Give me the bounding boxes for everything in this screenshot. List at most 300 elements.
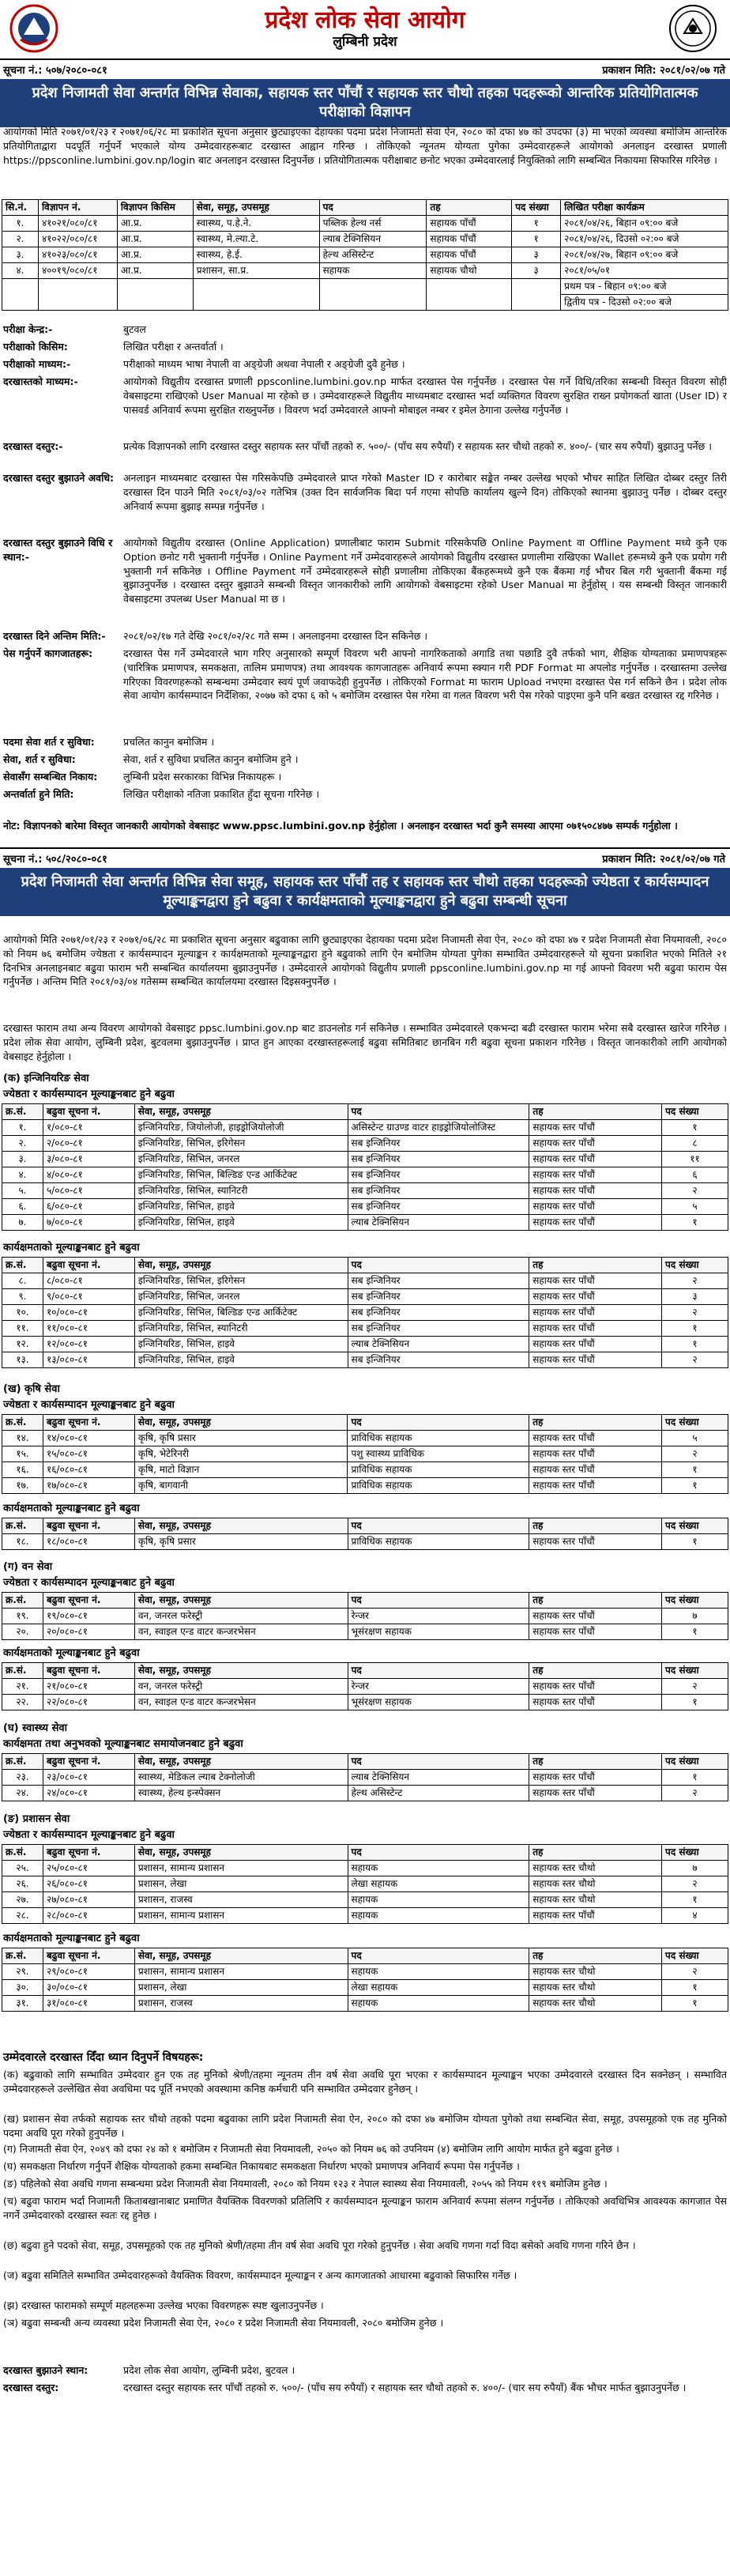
- notice2-intro: आयोगको मिति २०७१/०१/२३ र २०७१/०६/२८ मा प्रकाशित सूचना अनुसार बढुवाका लागि छुट्याइएका देहायका पदमा प्रदेश निजामती सेवा ऐन, २०८० को दफा ४७ र प्रदेश निजामती सेवा नियमावली, २०८० को नियम ७६ बमोजिम ज्येष्ठता र कार्यसम्पादन मूल्याङ्कन र कार्यक्षमताको मूल्याङ्कनद्वारा हुने बढुवाको लागि ऐन बमोजिम योग्यता पुगेका सम्भावित उम्मेदवारहरूले यो सूचना प्रकाशित भएको मितिले २१ दिनभित्र अनलाइनबाट बढुवा फाराम भरी सम्बन्धित कार्यालयमा बुझाउनुपर्नेछ । उम्मेदवारले आयोगको विद्युतीय प्रणाली ppsconline.lumbini.gov.np मा गई आफ्नो विवरण भरी बढुवा फाराम पेस गर्नुपर्नेछ । अन्तिम मिति २०८१/०३/०४ गतेसम्म सम्बन्धित कार्यालयमा दरखास्त दिइसक्नुपर्नेछ ।: [3, 933, 727, 988]
- column-header: सेवा, समूह, उपसमूह: [134, 1754, 348, 1770]
- table-cell: [193, 279, 319, 295]
- table-cell: सहायक स्तर पाँचौं: [529, 1695, 662, 1710]
- notice2-ref: सूचना नं.: ५०८/२०८०-०८१: [3, 854, 107, 866]
- promotion-type-title: ज्येष्ठता र कार्यसम्पादन मूल्याङ्कनबाट हुने बढुवा: [3, 1399, 175, 1411]
- table-row: [2, 1609, 728, 1624]
- table-row: [2, 1478, 728, 1494]
- table-cell: वन, जनरल फरेस्ट्री: [134, 1679, 348, 1695]
- table-cell: १: [662, 1996, 728, 2012]
- table-cell: २.: [2, 1136, 43, 1152]
- column-header: तह: [529, 1663, 662, 1679]
- column-header: सेवा, समूह, उपसमूह: [134, 1518, 348, 1534]
- table-cell: सब इन्जिनियर: [348, 1199, 529, 1215]
- table-cell: १६/०८०-८१: [43, 1462, 134, 1478]
- table-cell: सहायक स्तर पाँचौं: [529, 1431, 662, 1446]
- col-post: पद: [319, 200, 427, 216]
- table-cell: इन्जिनियरिङ, सिभिल, स्यानिटरी: [134, 1183, 348, 1199]
- promotion-table: [2, 1257, 728, 1368]
- table-cell: सहायक स्तर पाँचौं: [529, 1609, 662, 1624]
- table-row: [2, 1136, 728, 1152]
- table-cell: इन्जिनियरिङ, सिभिल, स्यानिटरी: [134, 1321, 348, 1337]
- column-header: तह: [529, 1104, 662, 1120]
- table-cell: १७.: [2, 1478, 43, 1494]
- table-cell: सहायक स्तर पाँचौं: [529, 1352, 662, 1368]
- table-cell: प्रशासन, सामान्य प्रशासन: [134, 1964, 348, 1980]
- table-cell: सहायक: [348, 1892, 529, 1908]
- info-value: सेवा, शर्त र सुविधा प्रचलित कानुन बमोजिम हुने ।: [123, 753, 299, 765]
- column-header: पद संख्या: [662, 1845, 728, 1861]
- table-cell: ६/०८०-८१: [43, 1199, 134, 1215]
- table-cell: इन्जिनियरिङ, सिभिल, इरिगेसन: [134, 1273, 348, 1289]
- table-row: [2, 1980, 728, 1996]
- table-cell: इन्जिनियरिङ, सिभिल, हाइवे: [134, 1352, 348, 1368]
- info-value: लुम्बिनी प्रदेश सरकारका विभिन्न निकायहरू ।: [123, 771, 282, 783]
- table-cell: १: [662, 1462, 728, 1478]
- info-key: सेवासँग सम्बन्धित निकाय:: [3, 771, 98, 783]
- table-row: [2, 1624, 728, 1640]
- promotion-type-title: ज्येष्ठता र कार्यसम्पादन मूल्याङ्कनबाट हुने बढुवा: [3, 1577, 175, 1589]
- promotion-table: [2, 1844, 728, 1924]
- table-cell: सहायक: [319, 263, 427, 279]
- table-cell: ८.: [2, 1273, 43, 1289]
- instruction-note: (ज) बढुवा समितिले सम्भावित उम्मेदवारहरूको वैयक्तिक विवरण, कार्यसम्पादन मूल्याङ्कन र अन्य कागजातको आधारमा बढुवाको सिफारिस गर्नेछ ।: [3, 2269, 517, 2281]
- info-key: परीक्षाको माध्यम:-: [3, 358, 71, 370]
- column-header: बढुवा सूचना नं.: [43, 1415, 134, 1431]
- column-header: पद संख्या: [662, 1104, 728, 1120]
- table-cell: द्वितीय पत्र - दिउसो ०२:०० बजे: [561, 295, 728, 311]
- notice1-intro: आयोगको मिति २०७१/०१/२३ र २०७१/०६/२८ मा प्रकाशित सूचना अनुसार छुट्याइएका देहायका पदमा प्रदेश निजामती सेवा ऐन, २०८० को दफा ४७ को उपदफा (३) मा भएको व्यवस्था बमोजिम आन्तरिक प्रतियोगिताद्वारा पदपूर्ति गर्नुपर्ने भएकाले योग्य उम्मेदवारहरूबाट दरखास्त आह्वान गरिन्छ । तोकिएको न्यूनतम योग्यता पुगेका उम्मेदवारहरूले आयोगको अनलाइन दरखास्त प्रणाली https://ppsconline.lumbini.gov.np/login बाट अनलाइन दरखास्त दिनुपर्नेछ । प्रतियोगितात्मक परीक्षाबाट छनोट भएका उम्मेदवारलाई नियुक्तिको लागि सम्बन्धित निकायमा सिफारिस गरिनेछ ।: [3, 126, 727, 166]
- promotion-type-title: कार्यक्षमताको मूल्याङ्कनबाट हुने बढुवा: [3, 1933, 140, 1944]
- table-row: [2, 1321, 728, 1337]
- notice1-ref: सूचना नं.: ५०७/२०८०-०८१: [3, 65, 107, 77]
- table-cell: २: [662, 1352, 728, 1368]
- column-header: क्र.सं.: [2, 1663, 43, 1679]
- table-cell: ३०/०८०-८१: [43, 1980, 134, 1996]
- info-key: दरखास्तको माध्यम:-: [3, 375, 78, 387]
- table-cell: १: [512, 232, 561, 247]
- table-cell: ३१/०८०-८१: [43, 1996, 134, 2012]
- table-cell: १०.: [2, 1305, 43, 1321]
- column-header: सेवा, समूह, उपसमूह: [134, 1104, 348, 1120]
- table-cell: इन्जिनियरिङ, सिभिल, जनरल: [134, 1289, 348, 1305]
- info-value: आयोगको विद्युतीय दरखास्त (Online Application) प्रणालीबाट फाराम Submit गरिसकेपछि Online Payment वा Offline Payment मध्ये कुनै एक Option छनोट गरी भुक्तानी गर्नुपर्नेछ । Online Payment गर्ने उम्मेदवारहरूले आयोगको विद्युतीय दरखास्त प्रणालीमा राखिएका Wallet हरूमध्ये कुनै एक प्रयोग गरी भुक्तानी गर्न सकिनेछ । Offline Payment गर्ने उम्मेदवारहरूले सोही प्रणालीमा तोकिएका बैंकहरूमध्ये कुनै एक बैंकमा गई भौचर बिल गरी भुक्तानी बैंकमा गई बुझाउनुपर्नेछ । दरखास्त दस्तुर बुझाउने सम्बन्धी विस्तृत जानकारीको लागि आयोगको वेबसाइटमा रहेको User Manual मा हेर्नुहोस् । यस सम्बन्धी विस्तृत जानकारी वेबसाइटमा उपलब्ध User Manual मा छ ।: [123, 537, 727, 605]
- table-cell: १/०८०-८१: [43, 1120, 134, 1136]
- promotion-table: [2, 1103, 728, 1231]
- table-cell: [512, 279, 561, 295]
- table-cell: १०/०८०-८१: [43, 1305, 134, 1321]
- service-group-title: (क) इन्जिनियरिङ सेवा: [3, 1073, 89, 1084]
- table-cell: सहायक: [348, 1996, 529, 2012]
- table-cell: २: [662, 1786, 728, 1801]
- table-cell: १: [662, 1478, 728, 1494]
- table-cell: [117, 295, 193, 311]
- table-cell: ३.: [2, 247, 39, 263]
- table-row: [2, 1289, 728, 1305]
- instruction-note: (झ) दरखास्त फारामको सम्पूर्ण महलहरूमा उल्लेख भएका विवरणहरू स्पष्ट खुलाउनुपर्नेछ ।: [3, 2299, 324, 2311]
- column-header: बढुवा सूचना नं.: [43, 1518, 134, 1534]
- commission-seal-icon: [665, 3, 721, 54]
- commission-title: प्रदेश लोक सेवा आयोग: [265, 6, 465, 34]
- table-cell: कृषि, भेटेरिनरी: [134, 1446, 348, 1462]
- table-cell: सब इन्जिनियर: [348, 1305, 529, 1321]
- table-cell: ५: [662, 1431, 728, 1446]
- table-cell: सब इन्जिनियर: [348, 1152, 529, 1167]
- promotion-table-header: [2, 1948, 728, 1964]
- table-cell: सहायक स्तर पाँचौं: [529, 1624, 662, 1640]
- table-cell: रेन्जर: [348, 1609, 529, 1624]
- table-cell: [2, 279, 39, 295]
- table-cell: २/०८०-८१: [43, 1136, 134, 1152]
- column-header: क्र.सं.: [2, 1754, 43, 1770]
- column-header: सेवा, समूह, उपसमूह: [134, 1948, 348, 1964]
- table-cell: प्रशासन, लेखा: [134, 1980, 348, 1996]
- table-row: [2, 1337, 728, 1352]
- table-cell: सहायक चौथो: [427, 263, 512, 279]
- promotion-type-title: ज्येष्ठता र कार्यसम्पादन मूल्याङ्कनबाट हुने बढुवा: [3, 1829, 175, 1841]
- column-header: पद: [348, 1754, 529, 1770]
- table-cell: सब इन्जिनियर: [348, 1352, 529, 1368]
- table-cell: ४००१९/०८०/८१: [38, 263, 117, 279]
- table-cell: १: [512, 216, 561, 232]
- table-cell: २२/०८०-८१: [43, 1695, 134, 1710]
- table-cell: २: [662, 1305, 728, 1321]
- table-cell: ९/०८०-८१: [43, 1289, 134, 1305]
- table-cell: ११: [662, 1152, 728, 1167]
- table-row: [2, 1183, 728, 1199]
- table-cell: सब इन्जिनियर: [348, 1167, 529, 1183]
- column-header: पद संख्या: [662, 1948, 728, 1964]
- table-cell: २४/०८०-८१: [43, 1786, 134, 1801]
- table-cell: सहायक स्तर पाँचौं: [529, 1305, 662, 1321]
- table-cell: १८/०८०-८१: [43, 1534, 134, 1550]
- notes-title: उम्मेदवारले दरखास्त दिँदा ध्यान दिनुपर्ने विषयहरू:: [3, 2051, 204, 2064]
- info-value: लिखित परीक्षाको नतिजा प्रकाशित हुँदा सूचना गरिनेछ ।: [123, 788, 320, 800]
- table-cell: सहायक स्तर पाँचौं: [529, 1478, 662, 1494]
- table-cell: [117, 279, 193, 295]
- table-cell: २: [662, 1273, 728, 1289]
- table-cell: स्वास्थ्य, हे.ई.: [193, 247, 319, 263]
- table-cell: १२.: [2, 1337, 43, 1352]
- table-cell: २८/०८०-८१: [43, 1908, 134, 1924]
- info-value: प्रत्येक विज्ञापनको लागि दरखास्त दस्तुर सहायक स्तर पाँचौं तहको रु. ५००/- (पाँच सय रुपैयाँ) र सहायक स्तर चौथो तहको रु. ४००/- (चार सय रुपैयाँ) बुझाउनु पर्नेछ ।: [123, 440, 712, 452]
- promotion-table: [2, 1662, 728, 1710]
- column-header: क्र.सं.: [2, 1845, 43, 1861]
- notice1-banner: प्रदेश निजामती सेवा अन्तर्गत विभिन्न सेवाका, सहायक स्तर पाँचौं र सहायक स्तर चौथो तहका पदहरूको आन्तरिक प्रतियोगितात्मक परीक्षाको विज्ञापन: [0, 79, 730, 127]
- table-cell: सहायक स्तर चौथो: [529, 1876, 662, 1892]
- table-cell: हेल्थ असिस्टेन्ट: [348, 1786, 529, 1801]
- promotion-type-title: कार्यक्षमताको मूल्याङ्कनबाट हुने बढुवा: [3, 1647, 140, 1659]
- table-row: [2, 1786, 728, 1801]
- column-header: तह: [529, 1518, 662, 1534]
- table-cell: सहायक पाँचौं: [427, 232, 512, 247]
- table-row: [2, 1908, 728, 1924]
- table-cell: सहायक स्तर पाँचौं: [529, 1534, 662, 1550]
- service-group-title: (ग) वन सेवा: [3, 1561, 53, 1573]
- column-header: क्र.सं.: [2, 1258, 43, 1273]
- table-cell: १: [662, 1321, 728, 1337]
- province-subtitle: लुम्बिनी प्रदेश: [333, 34, 397, 50]
- notice2-intro2: दरखास्त फाराम तथा अन्य विवरण आयोगको वेबसाइट ppsc.lumbini.gov.np बाट डाउनलोड गर्न सकिनेछ । सम्भावित उम्मेदवारले एकभन्दा बढी दरखास्त फाराम भरेमा सबै दरखास्त खारेज गरिनेछ । प्रदेश लोक सेवा आयोग, लुम्बिनी प्रदेश, बुटवलमा बुझाउनुपर्नेछ । प्राप्त हुन आएका दरखास्तहरूलाई बढुवा समितिबाट छानबिन गरी बढुवा सूचना प्रकाशन गरिनेछ । विस्तृत जानकारीको लागि आयोगको वेबसाइट हेर्नुहोला ।: [3, 1022, 727, 1062]
- table-cell: सहायक स्तर पाँचौं: [529, 1152, 662, 1167]
- table-cell: १३/०८०-८१: [43, 1352, 134, 1368]
- table-cell: इन्जिनियरिङ, सिभिल, हाइवे: [134, 1337, 348, 1352]
- table-cell: इन्जिनियरिङ, सिभिल, इरिगेसन: [134, 1136, 348, 1152]
- table-cell: २५.: [2, 1861, 43, 1876]
- table-row: [2, 1861, 728, 1876]
- table-cell: १: [662, 1695, 728, 1710]
- table-cell: १९/०८०-८१: [43, 1609, 134, 1624]
- table-row: [2, 1305, 728, 1321]
- table-row: [2, 1152, 728, 1167]
- table-cell: २६.: [2, 1876, 43, 1892]
- table-cell: ३: [512, 263, 561, 279]
- table-cell: सब इन्जिनियर: [348, 1289, 529, 1305]
- column-header: सेवा, समूह, उपसमूह: [134, 1415, 348, 1431]
- promotion-table-header: [2, 1663, 728, 1679]
- table-cell: आ.प्र.: [117, 247, 193, 263]
- info-key: दरखास्त दस्तुर बुझाउने विधि र स्थान:-: [3, 537, 113, 563]
- table-cell: प्रशासन, राजस्व: [134, 1996, 348, 2012]
- table-cell: सहायक स्तर पाँचौं: [529, 1321, 662, 1337]
- table-cell: प्राविधिक सहायक: [348, 1534, 529, 1550]
- table-cell: ४.: [2, 1167, 43, 1183]
- table-cell: २०८१/०४/२६, बिहान ०९:०० बजे: [561, 216, 728, 232]
- table-cell: २३.: [2, 1770, 43, 1786]
- notice2-date: प्रकाशन मिति: २०८१/०२/०७ गते: [602, 854, 725, 866]
- table-cell: २४.: [2, 1786, 43, 1801]
- table-row: [2, 1892, 728, 1908]
- table-cell: १४.: [2, 1431, 43, 1446]
- table-cell: सहायक स्तर चौथो: [529, 1861, 662, 1876]
- table-cell: स्वास्थ्य, हेल्थ इन्स्पेक्सन: [134, 1786, 348, 1801]
- table-cell: सब इन्जिनियर: [348, 1321, 529, 1337]
- table-cell: १: [662, 1120, 728, 1136]
- table-cell: प्रशासन, सामान्य प्रशासन: [134, 1908, 348, 1924]
- table-cell: २८.: [2, 1908, 43, 1924]
- table-cell: आ.प्र.: [117, 216, 193, 232]
- column-header: तह: [529, 1593, 662, 1609]
- column-header: सेवा, समूह, उपसमूह: [134, 1593, 348, 1609]
- promotion-table: [2, 1518, 728, 1550]
- promotion-type-title: कार्यक्षमता तथा अनुभवको मूल्याङ्कनबाट समायोजनबाट हुने बढुवा: [3, 1738, 243, 1750]
- table-cell: सहायक स्तर पाँचौं: [529, 1462, 662, 1478]
- table-cell: ५/०८०-८१: [43, 1183, 134, 1199]
- table-row: [2, 263, 728, 279]
- table-cell: सहायक स्तर पाँचौं: [529, 1770, 662, 1786]
- column-header: क्र.सं.: [2, 1104, 43, 1120]
- table-cell: सहायक स्तर पाँचौं: [529, 1446, 662, 1462]
- promotion-table: [2, 1753, 728, 1801]
- table-cell: सहायक: [348, 1861, 529, 1876]
- table-row: [2, 1120, 728, 1136]
- table-cell: १.: [2, 1120, 43, 1136]
- info-value: प्रचलित कानुन बमोजिम ।: [123, 736, 215, 748]
- promotion-table: [2, 1592, 728, 1640]
- table-cell: १५/०८०-८१: [43, 1446, 134, 1462]
- table-row: [2, 1273, 728, 1289]
- table-cell: इन्जिनियरिङ, सिभिल, हाइवे: [134, 1199, 348, 1215]
- table-cell: ल्याब टेक्निसियन: [348, 1337, 529, 1352]
- table-cell: १७/०८०-८१: [43, 1478, 134, 1494]
- info-value: दरखास्त दस्तुर सहायक स्तर पाँचौं तहको रु. ५००/- (पाँच सय रुपैयाँ) र सहायक स्तर चौथो तहको रु. ४००/- (चार सय रुपैयाँ) बैंक भौचर मार्फत बुझाउनुपर्नेछ ।: [123, 2382, 687, 2393]
- notice2-meta: [0, 850, 730, 868]
- info-value: बुटवल: [123, 323, 146, 335]
- table-cell: ८/०८०-८१: [43, 1273, 134, 1289]
- table-cell: सहायक स्तर पाँचौं: [529, 1679, 662, 1695]
- table-cell: सहायक स्तर पाँचौं: [529, 1199, 662, 1215]
- table-cell: १९.: [2, 1609, 43, 1624]
- column-header: बढुवा सूचना नं.: [43, 1948, 134, 1964]
- table-cell: ल्याब टेक्निसियन: [348, 1770, 529, 1786]
- table-row: [2, 1215, 728, 1231]
- column-header: पद: [348, 1415, 529, 1431]
- column-header: तह: [529, 1258, 662, 1273]
- table-cell: २०८१/०४/२७, बिहान ०९:०० बजे: [561, 247, 728, 263]
- table-cell: [427, 279, 512, 295]
- table-cell: १: [662, 1892, 728, 1908]
- table-cell: ४/०८०-८१: [43, 1167, 134, 1183]
- table-cell: ३: [662, 1289, 728, 1305]
- table-cell: १३.: [2, 1352, 43, 1368]
- info-value: प्रदेश लोक सेवा आयोग, लुम्बिनी प्रदेश, बुटवल ।: [123, 2364, 295, 2376]
- table-cell: २०.: [2, 1624, 43, 1640]
- column-header: पद: [348, 1845, 529, 1861]
- column-header: पद: [348, 1593, 529, 1609]
- table-cell: २९/०८०-८१: [43, 1964, 134, 1980]
- table-cell: सहायक स्तर चौथो: [529, 1996, 662, 2012]
- column-header: तह: [529, 1754, 662, 1770]
- table-cell: रेन्जर: [348, 1679, 529, 1695]
- table-cell: २२.: [2, 1695, 43, 1710]
- column-header: पद: [348, 1663, 529, 1679]
- column-header: तह: [529, 1845, 662, 1861]
- promotion-table: [2, 1414, 728, 1494]
- table-cell: [427, 295, 512, 311]
- table-cell: इन्जिनियरिङ, जियोलोजी, हाइड्रोजियोलोजी: [134, 1120, 348, 1136]
- table-row: [2, 279, 728, 295]
- info-value: आयोगको विद्युतीय दरखास्त प्रणाली ppsconline.lumbini.gov.np मार्फत दरखास्त पेस गर्नुपर्नेछ । दरखास्त पेस गर्ने विधि/तरिका सम्बन्धी विस्तृत विवरण सोही वेबसाइटमा राखिएको User Manual मा रहेको छ । उम्मेदवारहरूले विद्युतीय माध्यमबाट दरखास्त भर्दा व्यक्तिगत विवरण सुरक्षित राख्न प्रयोगकर्ता खाता (User ID) र पासवर्ड अनिवार्य रूपमा सुरक्षित राख्नुपर्नेछ । विवरण भर्दा उम्मेदवारले आफ्नो मोबाइल नम्बर र इमेल ठेगाना उल्लेख गर्नुपर्नेछ ।: [123, 375, 727, 416]
- table-cell: २०८१/०४/२६, दिउसो ०२:०० बजे: [561, 232, 728, 247]
- table-cell: सहायक स्तर पाँचौं: [529, 1289, 662, 1305]
- table-cell: [38, 295, 117, 311]
- table-row: [2, 216, 728, 232]
- col-sn: सि.नं.: [2, 200, 39, 216]
- table-cell: २: [662, 1446, 728, 1462]
- column-header: पद संख्या: [662, 1663, 728, 1679]
- table-cell: पब्लिक हेल्थ नर्स: [319, 216, 427, 232]
- table-cell: वन, स्वाइल एन्ड वाटर कन्जरभेसन: [134, 1695, 348, 1710]
- table-cell: [319, 295, 427, 311]
- table-cell: १: [662, 1624, 728, 1640]
- table-cell: सहायक पाँचौं: [427, 216, 512, 232]
- table-cell: सहायक स्तर चौथो: [529, 1964, 662, 1980]
- table-cell: ल्याब टेक्निसियन: [319, 232, 427, 247]
- column-header: पद: [348, 1518, 529, 1534]
- info-key: पदमा सेवा शर्त र सुविधा:: [3, 736, 95, 748]
- table-cell: सब इन्जिनियर: [348, 1183, 529, 1199]
- service-group-title: (घ) स्वास्थ्य सेवा: [3, 1722, 68, 1734]
- col-level: तह: [427, 200, 512, 216]
- table-cell: ३/०८०-८१: [43, 1152, 134, 1167]
- table-cell: ७/०८०-८१: [43, 1215, 134, 1231]
- table-cell: २.: [2, 232, 39, 247]
- table-cell: ४.: [2, 263, 39, 279]
- table-cell: १: [662, 1770, 728, 1786]
- promotion-table: [2, 1948, 728, 2012]
- column-header: पद: [348, 1948, 529, 1964]
- table-cell: प्रशासन, सामान्य प्रशासन: [134, 1861, 348, 1876]
- table-cell: ९.: [2, 1289, 43, 1305]
- table-cell: प्रशासन, राजस्व: [134, 1892, 348, 1908]
- table-cell: प्रशासन, लेखा: [134, 1876, 348, 1892]
- table-cell: सहायक स्तर पाँचौं: [529, 1908, 662, 1924]
- table-cell: २: [662, 1964, 728, 1980]
- promotion-table-header: [2, 1104, 728, 1120]
- service-group-title: (ङ) प्रशासन सेवा: [3, 1813, 70, 1825]
- info-value: परीक्षाको माध्यम भाषा नेपाली वा अङ्ग्रेजी अथवा नेपाली र अङ्ग्रेजी दुवै हुनेछ ।: [123, 358, 405, 370]
- table-cell: भूसंरक्षण सहायक: [348, 1695, 529, 1710]
- col-ad-no: विज्ञापन नं.: [38, 200, 117, 216]
- info-key: पेस गर्नुपर्ने कागजातहरू:: [3, 647, 93, 659]
- table-row: [2, 1446, 728, 1462]
- instruction-note: (घ) समकक्षता निर्धारण गर्नुपर्ने शैक्षिक योग्यताको हकमा सम्बन्धित निकायबाट समकक्षता निर्धारण भएको प्रमाणपत्र अनिवार्य रूपमा पेस गर्नुपर्नेछ ।: [3, 2160, 520, 2172]
- table-cell: स्वास्थ्य, मे.ल्या.टे.: [193, 232, 319, 247]
- column-header: पद संख्या: [662, 1593, 728, 1609]
- table-row: [2, 1876, 728, 1892]
- table-cell: पशु स्वास्थ्य प्राविधिक: [348, 1446, 529, 1462]
- info-value: लिखित परीक्षा र अन्तर्वार्ता ।: [123, 341, 224, 353]
- table-row: [2, 1352, 728, 1368]
- info-key: परीक्षा केन्द्र:-: [3, 323, 53, 335]
- table-cell: भूसंरक्षण सहायक: [348, 1624, 529, 1640]
- table-cell: लेखा सहायक: [348, 1980, 529, 1996]
- promotion-table-header: [2, 1518, 728, 1534]
- promotion-table-header: [2, 1754, 728, 1770]
- table-cell: सहायक: [348, 1908, 529, 1924]
- table-cell: सहायक स्तर पाँचौं: [529, 1273, 662, 1289]
- col-exam: लिखित परीक्षा कार्यक्रम: [561, 200, 728, 216]
- column-header: क्र.सं.: [2, 1518, 43, 1534]
- table-cell: कृषि, माटो विज्ञान: [134, 1462, 348, 1478]
- instruction-note: (छ) बढुवा हुने पदको सेवा, समूह, उपसमूहको एक तह मुनिको श्रेणी/तहमा तीन वर्ष सेवा अवधि पूरा गरेको हुनुपर्नेछ । सेवा अवधि गणना गर्दा विदा बसेको अवधि गणना गरिने छैन ।: [3, 2239, 636, 2251]
- table-row: [2, 295, 728, 311]
- table-cell: ल्याब टेक्निसियन: [348, 1215, 529, 1231]
- table-cell: ८: [662, 1136, 728, 1152]
- column-header: पद संख्या: [662, 1258, 728, 1273]
- table-cell: इन्जिनियरिङ, सिभिल, जनरल: [134, 1152, 348, 1167]
- promotion-type-title: ज्येष्ठता र कार्यसम्पादन मूल्याङ्कनबाट हुने बढुवा: [3, 1088, 175, 1100]
- table-row: [2, 1964, 728, 1980]
- table-cell: ५: [662, 1199, 728, 1215]
- table-cell: २०८१/०५/०१: [561, 263, 728, 279]
- table-cell: सहायक स्तर चौथो: [529, 1892, 662, 1908]
- col-count: पद संख्या: [512, 200, 561, 216]
- column-header: सेवा, समूह, उपसमूह: [134, 1663, 348, 1679]
- table-row: [2, 1199, 728, 1215]
- table-cell: ३.: [2, 1152, 43, 1167]
- table-cell: कृषि, बागवानी: [134, 1478, 348, 1494]
- column-header: बढुवा सूचना नं.: [43, 1258, 134, 1273]
- table-cell: [38, 279, 117, 295]
- table-cell: स्वास्थ्य, प.हे.ने.: [193, 216, 319, 232]
- notice2-banner: प्रदेश निजामती सेवा अन्तर्गत विभिन्न सेवा समूह, सहायक स्तर पाँचौं तह र सहायक स्तर चौथो तहका पदहरूको ज्येष्ठता र कार्यसम्पादन मूल्याङ्कनद्वारा हुने बढुवा र कार्यक्षमताको मूल्याङ्कनद्वारा हुने बढुवा सम्बन्धी सूचना: [0, 868, 730, 916]
- promotion-table-header: [2, 1415, 728, 1431]
- table-row: [2, 1167, 728, 1183]
- table-cell: २९.: [2, 1964, 43, 1980]
- table-cell: १: [662, 1980, 728, 1996]
- notice1-footnote: नोट: विज्ञापनको बारेमा विस्तृत जानकारी आयोगको वेबसाइट www.ppsc.lumbini.gov.np हेर्नुहोला । अनलाइन दरखास्त भर्दा कुनै समस्या आएमा ०७१५०८४७७ सम्पर्क गर्नुहोला ।: [3, 820, 678, 832]
- table-cell: २७.: [2, 1892, 43, 1908]
